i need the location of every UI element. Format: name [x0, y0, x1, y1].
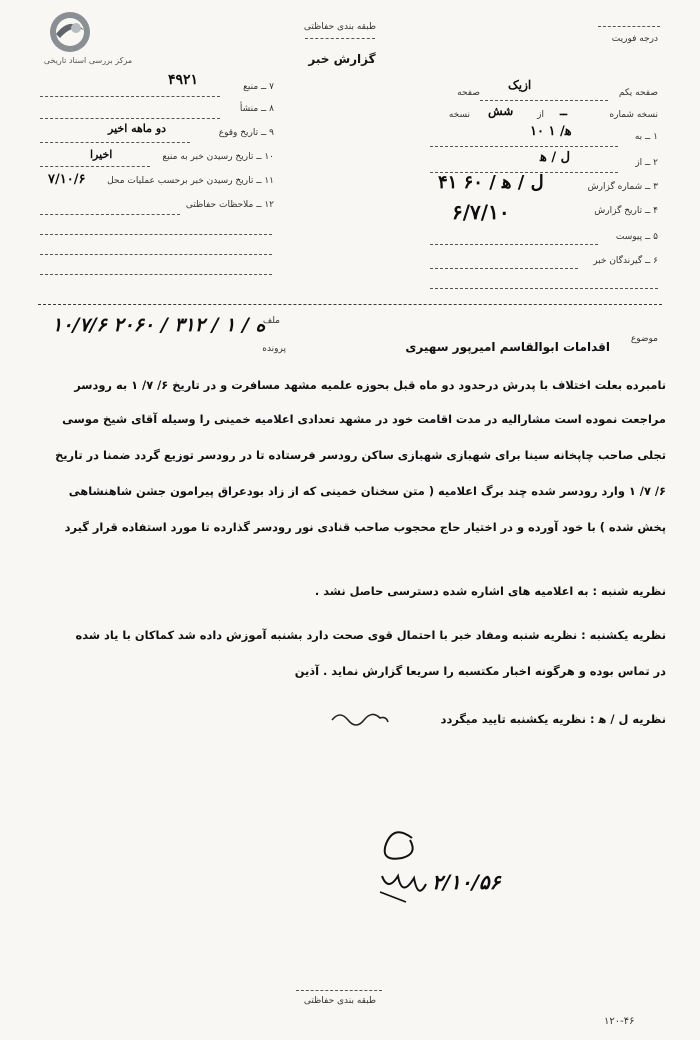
- attachments-label: ۵ ــ پیوست: [615, 232, 658, 242]
- copy-of-label: از: [537, 110, 544, 120]
- classification-underline: [305, 38, 375, 39]
- header-separator: [38, 304, 662, 305]
- archive-logo-icon: [46, 8, 94, 56]
- priority-label: درجه فوریت: [611, 34, 658, 44]
- remarks-line-4: [40, 274, 272, 275]
- received-unit-value: ۷/۱۰/۶: [48, 172, 86, 187]
- archive-logo: [18, 8, 158, 68]
- received-source-label: ۱۰ ــ تاریخ رسیدن خبر به منبع: [162, 152, 274, 162]
- opinion-sunday-2: در تماس بوده و هرگونه اخبار مکتسبه را سریعا گزارش نماید . آذین: [294, 664, 666, 678]
- received-source-line: [40, 166, 150, 167]
- page-code: ۱۲۰-۴۶: [604, 1016, 635, 1027]
- recipients-line-1: [430, 268, 578, 269]
- copy-label: صفحه یکم: [618, 88, 658, 98]
- source-line: [40, 96, 220, 97]
- origin-line: [40, 118, 220, 119]
- classification-top: طبقه بندی حفاظتی: [303, 22, 377, 32]
- event-date-value: دو ماهه اخیر: [108, 122, 167, 135]
- report-no-value: ۴۱ ۶۰ / ل / ه‍: [438, 172, 544, 193]
- source-value: ۴۹۲۱: [168, 72, 199, 88]
- copy-line: [480, 100, 608, 101]
- copy-value: ازیک: [508, 78, 532, 92]
- from-value: ل / ه‍: [540, 150, 571, 165]
- file-stamp-top: ملف: [262, 316, 280, 326]
- remarks-label: ۱۲ ــ ملاحظات حفاظتی: [185, 200, 274, 210]
- body-line-1: نامبرده بعلت اختلاف با پدرش درحدود دو ماه قبل بحوزه علمیه مشهد مسافرت و در تاریخ ۶/ ۷/ ۱ به رودسر: [74, 378, 666, 392]
- subject-value: اقدامات ابوالقاسم امیرپور سهیری: [405, 340, 610, 354]
- body-line-4: ۶/ ۷/ ۱ وارد رودسر شده چند برگ اعلامیه ( متن سخنان خمینی که از زاد بودعراق پیرامون جشن شاهنشاهی: [68, 484, 666, 498]
- archive-logo-text: مرکز بررسی اسناد تاریخی: [43, 56, 133, 65]
- body-line-5: پخش شده ) با خود آورده و در اختیار حاج محجوب صاحب قنادی نور رودسر گذارده تا مورد استفاده قرار گیرد: [64, 520, 666, 534]
- to-label: ۱ ــ به: [634, 132, 658, 142]
- remarks-line-1: [40, 214, 180, 215]
- report-date-value: ۶/۷/۱۰: [452, 200, 510, 224]
- footer-classification: طبقه بندی حفاظتی: [303, 996, 377, 1006]
- source-label: ۷ ــ منبع: [243, 82, 274, 92]
- copy-number-value: ــ: [560, 104, 568, 118]
- signature-mark: [372, 818, 442, 908]
- event-date-label: ۹ ــ تاریخ وقوع: [218, 128, 274, 138]
- opinion-scribble: [330, 706, 390, 730]
- copy-of-value: شش: [488, 104, 514, 118]
- recipients-line-2: [430, 288, 658, 289]
- report-title: گزارش خبر: [308, 52, 376, 66]
- recipients-label: ۶ ــ گیرندگان خبر: [593, 256, 658, 266]
- origin-label: ۸ ــ منشأ: [239, 104, 274, 114]
- remarks-line-3: [40, 254, 272, 255]
- body-line-3: تجلی صاحب چاپخانه سینا برای شهبازی شهبازی ساکن رودسر فرستاده تا در رودسر توزیع گردد ضمنا در تاریخ: [55, 448, 666, 462]
- copy-number-label: نسخه شماره: [609, 110, 658, 120]
- opinion-lh: نظریه ل / ه‍ : نظریه یکشنبه تایید میگردد: [440, 712, 666, 726]
- to-line: [430, 146, 618, 147]
- to-value: ۱۰ ه‍/ ۱: [530, 124, 572, 139]
- footer-classification-line: [296, 990, 382, 991]
- file-stamp-bottom: پرونده: [262, 344, 286, 354]
- report-no-label: ۳ ــ شماره گزارش: [587, 182, 658, 192]
- copy-suffix-2: نسخه: [448, 110, 470, 120]
- from-label: ۲ ــ از: [635, 158, 658, 168]
- event-date-line: [40, 142, 190, 143]
- received-unit-label: ۱۱ ــ تاریخ رسیدن خبر برحسب عملیات محل: [107, 176, 274, 186]
- priority-underline: [598, 26, 660, 27]
- copy-suffix: صفحه: [457, 88, 480, 98]
- received-source-value: اخیرا: [90, 148, 113, 161]
- signature-date: ۲/۱۰/۵۶: [432, 870, 501, 894]
- opinion-saturday: نظریه شنبه : به اعلامیه های اشاره شده دسترسی حاصل نشد .: [314, 584, 666, 598]
- report-date-label: ۴ ــ تاریخ گزارش: [594, 206, 658, 216]
- subject-label: موضوع: [630, 334, 658, 344]
- opinion-sunday-1: نظریه یکشنبه : نظریه شنبه ومفاد خبر با احتمال قوی صحت دارد بشنبه آموزش داده شد کماکان با یاد شده: [75, 628, 666, 642]
- body-line-2: مراجعت نموده است مشارالیه در مدت اقامت خود در مشهد تعدادی اعلامیه خمینی را وسیله آقای شیخ موسی: [62, 412, 666, 426]
- handwritten-reference: ۱۰/۷/۶ ۲۰۶۰ / ۳۱۲ / ۱ / ه: [52, 314, 266, 336]
- attachments-line: [430, 244, 598, 245]
- remarks-line-2: [40, 234, 272, 235]
